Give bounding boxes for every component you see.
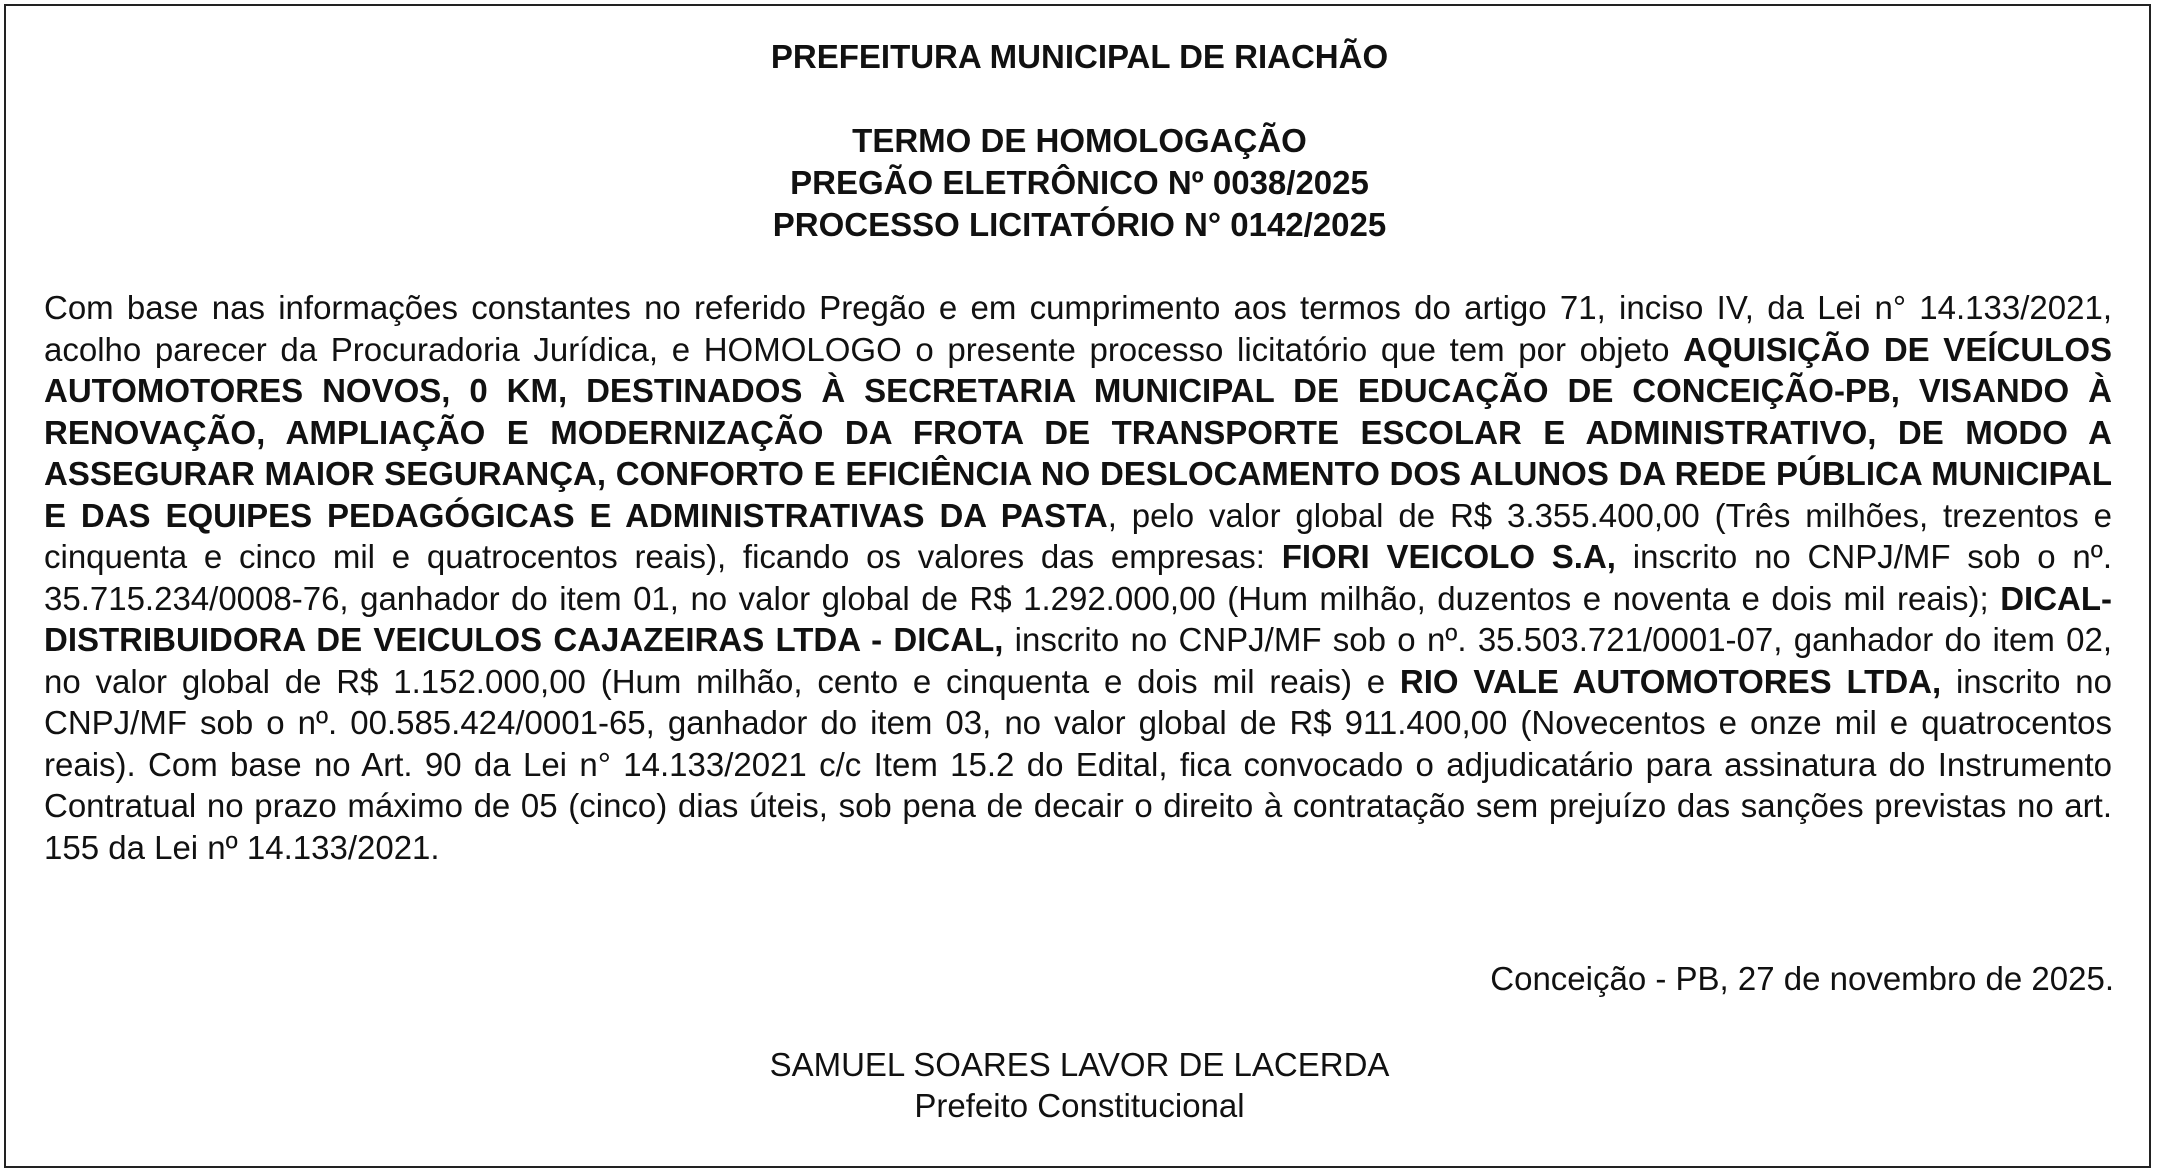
body-text-segment: Com base nas informações constantes no referido Pregão e em cumprimento aos termos do artigo 71, inciso IV, da Lei n° 14.133/2021, acolho parecer da Procuradoria Jurídica, e HOMOLOGO o presente processo licitatório que tem por objeto — [44, 289, 2112, 368]
organization-title: PREFEITURA MUNICIPAL DE RIACHÃO — [770, 38, 1389, 75]
company-name-rio-vale: RIO VALE AUTOMOTORES LTDA, — [1399, 662, 1942, 700]
homologation-body — [44, 287, 2112, 868]
document-title: TERMO DE HOMOLOGAÇÃO — [852, 122, 1307, 159]
pregao-number: PREGÃO ELETRÔNICO Nº 0038/2025 — [790, 164, 1369, 201]
body-text-segment: inscrito no CNPJ/MF sob o nº. 35.503.721/0001-07, ganhador do item 02, no valor global de R$ 1.152.000,00 (Hum milhão, cento e cinquenta e dois mil reais) e — [44, 621, 2112, 700]
object-description: AQUISIÇÃO DE VEÍCULOS AUTOMOTORES NOVOS, 0 KM, DESTINADOS À SECRETARIA MUNICIPAL DE EDUCAÇÃO DE CONCEIÇÃO-PB, VISANDO À RENOVAÇÃO, AMPLIAÇÃO E MODERNIZAÇÃO DA FROTA DE TRANSPORTE ESCOLAR E ADMINISTRATIVO, DE MODO A ASSEGURAR MAIOR SEGURANÇA, CONFORTO E EFICIÊNCIA NO DESLOCAMENTO DOS ALUNOS DA REDE PÚBLICA MUNICIPAL E DAS EQUIPES PEDAGÓGICAS E ADMINISTRATIVAS DA PASTA — [44, 330, 2112, 534]
signatory-role: Prefeito Constitucional — [914, 1087, 1245, 1124]
company-name-fiori: FIORI VEICOLO S.A, — [1281, 538, 1616, 575]
signature-block — [0, 1044, 2159, 1126]
company-name-dical: DICAL-DISTRIBUIDORA DE VEICULOS CAJAZEIRAS LTDA - DICAL, — [44, 579, 2112, 658]
document-title-block — [0, 120, 2159, 246]
place-date: Conceição - PB, 27 de novembro de 2025. — [1490, 960, 2114, 997]
body-text-segment: inscrito no CNPJ/MF sob o nº. 35.715.234/0008-76, ganhador do item 01, no valor global de R$ 1.292.000,00 (Hum milhão, duzentos e noventa e dois mil reais); — [44, 538, 2112, 617]
processo-number: PROCESSO LICITATÓRIO N° 0142/2025 — [772, 206, 1387, 243]
body-text-segment: inscrito no CNPJ/MF sob o nº. 00.585.424/0001-65, ganhador do item 03, no valor global de R$ 911.400,00 (Novecentos e onze mil e quatrocentos reais). Com base no Art. 90 da Lei n° 14.133/2021 c/c Item 15.2 do Edital, fica convocado o adjudicatário para assinatura do Instrumento Contratual no prazo máximo de 05 (cinco) dias úteis, sob pena de decair o direito à contratação sem prejuízo das sanções previstas no art. 155 da Lei nº 14.133/2021. — [44, 662, 2112, 866]
signatory-name: SAMUEL SOARES LAVOR DE LACERDA — [769, 1046, 1390, 1083]
body-text-segment: , pelo valor global de R$ 3.355.400,00 (Três milhões, trezentos e cinquenta e cinco mil e quatrocentos reais), ficando os valores das empresas: — [44, 496, 2112, 575]
